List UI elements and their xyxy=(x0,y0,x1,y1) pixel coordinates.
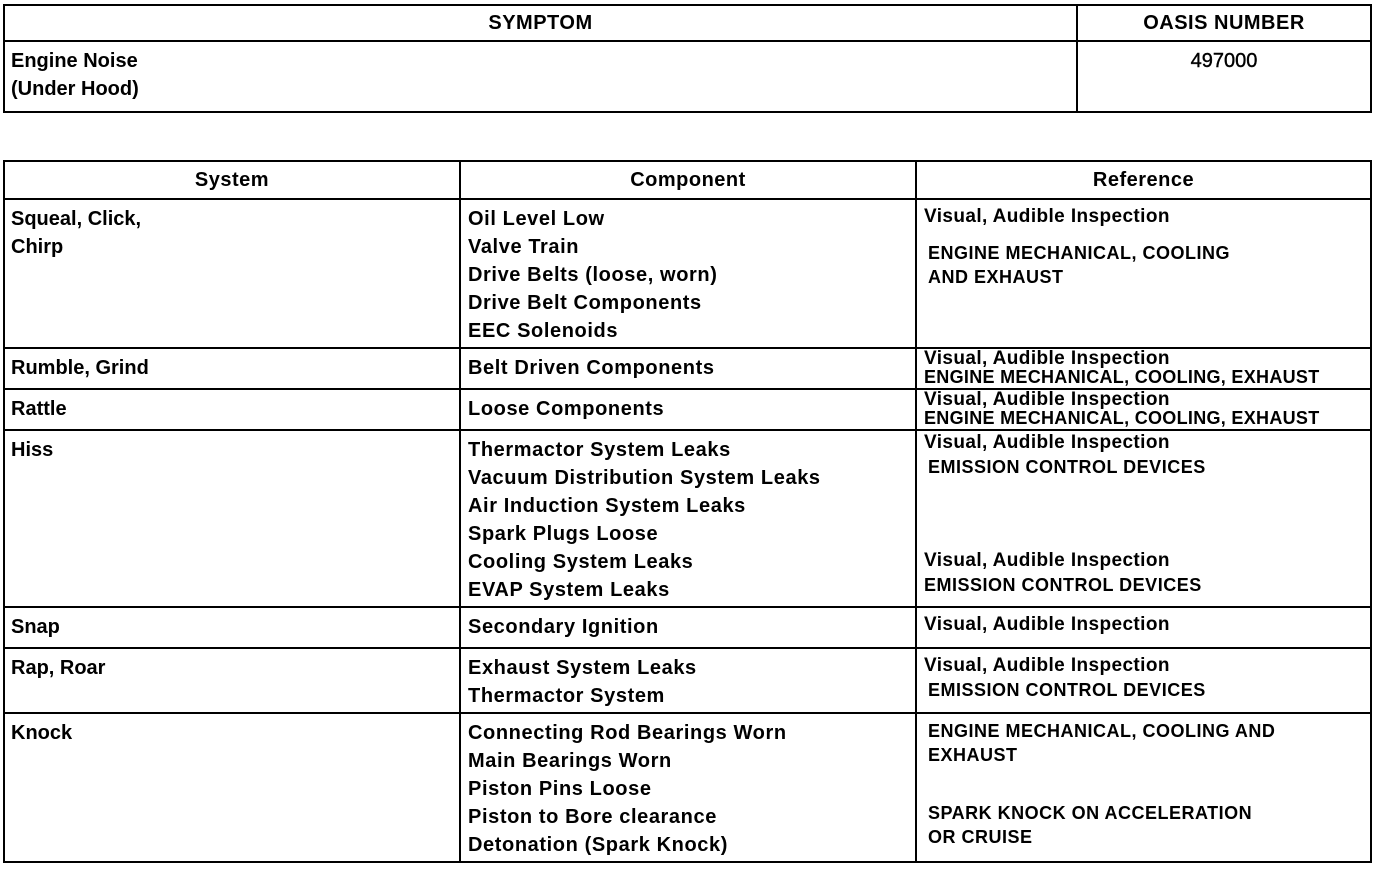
component-item: Exhaust System Leaks xyxy=(468,657,697,679)
component-item: EEC Solenoids xyxy=(468,320,619,342)
component-cell xyxy=(460,648,916,713)
table-row xyxy=(4,389,1371,430)
system-line: Rumble, Grind xyxy=(11,357,149,379)
table-row xyxy=(4,607,1371,648)
component-cell xyxy=(460,389,916,430)
reference-cell xyxy=(916,389,1371,430)
component-cell xyxy=(460,199,916,348)
reference-inspection: Visual, Audible Inspection xyxy=(924,389,1170,410)
reference-cell xyxy=(916,648,1371,713)
component-item: Loose Components xyxy=(468,398,665,420)
component-item: Main Bearings Worn xyxy=(468,750,672,772)
component-item: Air Induction System Leaks xyxy=(468,495,746,517)
reference-inspection: Visual, Audible Inspection xyxy=(924,206,1170,227)
symptom-table xyxy=(3,4,1372,113)
reference-cell xyxy=(916,199,1371,348)
reference-inspection: Visual, Audible Inspection xyxy=(924,432,1170,453)
component-item: Spark Plugs Loose xyxy=(468,523,659,545)
component-item: EVAP System Leaks xyxy=(468,579,670,601)
reference-cell xyxy=(916,348,1371,389)
symptom-line: Engine Noise xyxy=(11,50,138,72)
symptom-description xyxy=(4,41,1077,112)
component-item: Connecting Rod Bearings Worn xyxy=(468,722,787,744)
symptom-header: SYMPTOM xyxy=(4,5,1077,41)
system-cell xyxy=(4,430,460,607)
reference-section: ENGINE MECHANICAL, COOLING xyxy=(928,243,1231,263)
component-item: Vacuum Distribution System Leaks xyxy=(468,467,821,489)
table-row xyxy=(4,348,1371,389)
table-row xyxy=(4,713,1371,862)
component-cell xyxy=(460,607,916,648)
system-line: Snap xyxy=(11,616,60,638)
reference-inspection: Visual, Audible Inspection xyxy=(924,655,1170,676)
component-item: Cooling System Leaks xyxy=(468,551,694,573)
table-row xyxy=(4,648,1371,713)
oasis-number-header: OASIS NUMBER xyxy=(1077,5,1371,41)
reference-section: ENGINE MECHANICAL, COOLING AND xyxy=(928,721,1276,741)
reference-cell xyxy=(916,430,1371,607)
component-cell xyxy=(460,348,916,389)
system-line: Knock xyxy=(11,722,73,744)
system-cell xyxy=(4,389,460,430)
system-cell xyxy=(4,199,460,348)
oasis-number-value: 497000 xyxy=(1077,41,1371,112)
table-row xyxy=(4,430,1371,607)
component-item: Drive Belts (loose, worn) xyxy=(468,264,718,286)
reference-section: ENGINE MECHANICAL, COOLING, EXHAUST xyxy=(924,367,1320,387)
reference-section: AND EXHAUST xyxy=(928,267,1064,287)
symptom-header-row xyxy=(4,5,1371,41)
system-line: Squeal, Click, xyxy=(11,208,142,230)
component-item: Detonation (Spark Knock) xyxy=(468,834,728,856)
component-item: Belt Driven Components xyxy=(468,357,715,379)
diagnostic-header-row xyxy=(4,161,1371,199)
symptom-value-row xyxy=(4,41,1371,112)
system-cell xyxy=(4,713,460,862)
reference-section: EMISSION CONTROL DEVICES xyxy=(928,680,1206,700)
component-item: Oil Level Low xyxy=(468,208,605,230)
component-item: Drive Belt Components xyxy=(468,292,702,314)
reference-section: OR CRUISE xyxy=(928,827,1033,847)
reference-section: ENGINE MECHANICAL, COOLING, EXHAUST xyxy=(924,408,1320,428)
reference-section: SPARK KNOCK ON ACCELERATION xyxy=(928,803,1253,823)
reference-section: EXHAUST xyxy=(928,745,1018,765)
system-line: Rap, Roar xyxy=(11,657,106,679)
reference-inspection: Visual, Audible Inspection xyxy=(924,348,1170,369)
reference-header: Reference xyxy=(916,161,1371,199)
system-cell xyxy=(4,648,460,713)
component-item: Valve Train xyxy=(468,236,580,258)
system-cell xyxy=(4,607,460,648)
system-line: Rattle xyxy=(11,398,67,420)
component-header: Component xyxy=(460,161,916,199)
component-item: Piston Pins Loose xyxy=(468,778,652,800)
reference-inspection: Visual, Audible Inspection xyxy=(924,614,1170,635)
system-cell xyxy=(4,348,460,389)
table-row xyxy=(4,199,1371,348)
component-item: Piston to Bore clearance xyxy=(468,806,717,828)
reference-section: EMISSION CONTROL DEVICES xyxy=(928,457,1206,477)
component-item: Thermactor System Leaks xyxy=(468,439,731,461)
system-header: System xyxy=(4,161,460,199)
system-line: Chirp xyxy=(11,236,64,258)
component-item: Secondary Ignition xyxy=(468,616,659,638)
component-cell xyxy=(460,713,916,862)
symptom-line: (Under Hood) xyxy=(11,78,139,100)
reference-cell xyxy=(916,607,1371,648)
diagnostic-table xyxy=(3,160,1372,863)
reference-cell xyxy=(916,713,1371,862)
system-line: Hiss xyxy=(11,439,54,461)
component-item: Thermactor System xyxy=(468,685,665,707)
reference-section: EMISSION CONTROL DEVICES xyxy=(924,575,1202,595)
reference-inspection: Visual, Audible Inspection xyxy=(924,550,1170,571)
component-cell xyxy=(460,430,916,607)
